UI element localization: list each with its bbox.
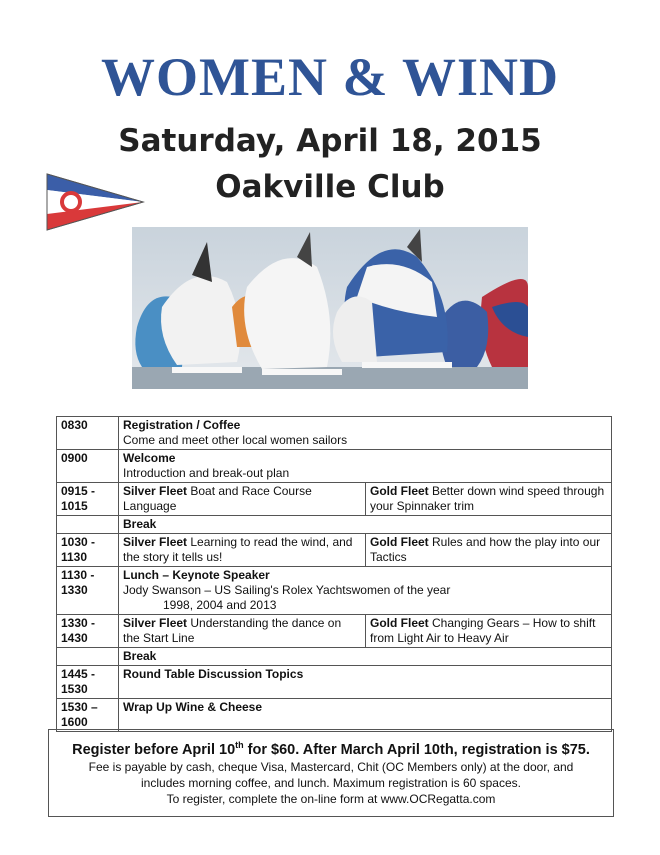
club-burgee-icon	[45, 172, 145, 232]
row-title: Lunch – Keynote Speaker	[123, 568, 270, 582]
ordinal-suffix: th	[235, 740, 244, 750]
row-time	[57, 648, 119, 666]
row-content	[119, 567, 612, 615]
silver-fleet-cell	[119, 483, 366, 516]
schedule-row	[57, 483, 612, 516]
gold-fleet-cell	[366, 615, 612, 648]
silver-fleet-label: Silver Fleet	[123, 484, 188, 498]
silver-fleet-text: Understanding the dance on the Start Line	[123, 616, 342, 645]
row-detail: Introduction and break-out plan	[123, 466, 290, 480]
schedule-row	[57, 615, 612, 648]
registration-includes-info: includes morning coffee, and lunch. Maximum registration is 60 spaces.	[141, 775, 521, 790]
row-title: Break	[123, 649, 157, 663]
schedule-row	[57, 534, 612, 567]
gold-fleet-label: Gold Fleet	[370, 484, 429, 498]
row-content	[119, 699, 612, 732]
schedule-row	[57, 567, 612, 615]
schedule-table	[56, 416, 612, 732]
row-content	[119, 450, 612, 483]
registration-box	[48, 729, 614, 817]
row-title: Welcome	[123, 451, 176, 465]
silver-fleet-label: Silver Fleet	[123, 616, 188, 630]
row-time: 0830	[57, 417, 119, 450]
schedule-row	[57, 516, 612, 534]
schedule-row	[57, 666, 612, 699]
row-time: 1445 - 1530	[57, 666, 119, 699]
row-time: 1030 - 1130	[57, 534, 119, 567]
gold-fleet-cell	[366, 483, 612, 516]
silver-fleet-cell	[119, 615, 366, 648]
sailboats-photo	[132, 227, 528, 389]
schedule-row	[57, 450, 612, 483]
row-content	[119, 516, 612, 534]
row-time: 1130 - 1330	[57, 567, 119, 615]
gold-fleet-text: Better down wind speed through your Spinnaker trim	[370, 484, 605, 513]
registration-headline	[49, 736, 613, 759]
gold-fleet-text: Changing Gears – How to shift from Light Air to Heavy Air	[370, 616, 596, 645]
registration-fees: for $60. After March April 10th, registration is $75.	[243, 741, 590, 758]
row-title: Registration / Coffee	[123, 418, 241, 432]
silver-fleet-label: Silver Fleet	[123, 535, 188, 549]
row-title: Round Table Discussion Topics	[123, 667, 304, 681]
row-detail: Jody Swanson – US Sailing's Rolex Yachtswomen of the year	[123, 583, 451, 597]
silver-fleet-cell	[119, 534, 366, 567]
silver-fleet-text: Boat and Race Course Language	[123, 484, 312, 513]
row-title: Break	[123, 517, 157, 531]
row-time: 0915 - 1015	[57, 483, 119, 516]
row-title: Wrap Up Wine & Cheese	[123, 700, 263, 714]
row-time: 1330 - 1430	[57, 615, 119, 648]
schedule-row	[57, 417, 612, 450]
gold-fleet-label: Gold Fleet	[370, 616, 429, 630]
row-time	[57, 516, 119, 534]
gold-fleet-text: Rules and how the play into our Tactics	[370, 535, 601, 564]
silver-fleet-text: Learning to read the wind, and the story it tells us!	[123, 535, 353, 564]
row-detail-years: 1998, 2004 and 2013	[163, 598, 277, 612]
row-content	[119, 666, 612, 699]
row-content	[119, 648, 612, 666]
schedule-row	[57, 699, 612, 732]
event-date: Saturday, April 18, 2015	[118, 123, 542, 159]
row-time: 0900	[57, 450, 119, 483]
event-venue: Oakville Club	[215, 169, 445, 205]
gold-fleet-cell	[366, 534, 612, 567]
registration-deadline: Register before April 10	[72, 741, 236, 758]
row-detail: Come and meet other local women sailors	[123, 433, 348, 447]
gold-fleet-label: Gold Fleet	[370, 535, 429, 549]
page-title: WOMEN & WIND	[100, 47, 559, 107]
schedule-row	[57, 648, 612, 666]
registration-payment-info: Fee is payable by cash, cheque Visa, Mastercard, Chit (OC Members only) at the door, and	[88, 759, 574, 774]
row-time: 1530 – 1600	[57, 699, 119, 732]
registration-online-info: To register, complete the on-line form at www.OCRegatta.com	[166, 791, 496, 806]
row-content	[119, 417, 612, 450]
